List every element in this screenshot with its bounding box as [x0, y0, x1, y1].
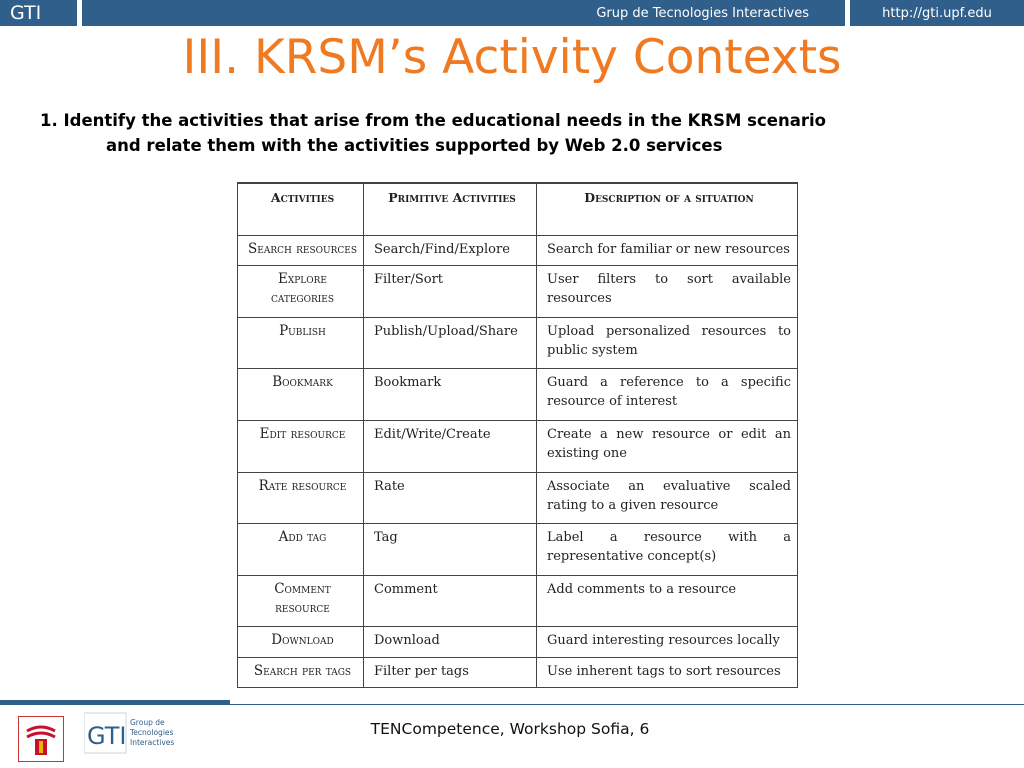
description-cell: Associate an evaluative scaled rating to a given resource — [537, 472, 798, 524]
header-description: Description of a situation — [537, 183, 798, 236]
primitive-cell: Filter/Sort — [364, 266, 537, 318]
primitive-cell: Comment — [364, 575, 537, 627]
description-cell: Use inherent tags to sort resources — [537, 657, 798, 687]
top-bar — [0, 0, 1024, 26]
slide-title: III. KRSM’s Activity Contexts — [182, 30, 842, 85]
gti-logo-sub1: Group de — [130, 718, 165, 727]
subtitle-line-2: and relate them with the activities supported by Web 2.0 services — [106, 136, 723, 155]
table-row — [238, 472, 798, 524]
primitive-cell: Filter per tags — [364, 657, 537, 687]
primitive-cell: Edit/Write/Create — [364, 421, 537, 473]
upf-logo-icon — [18, 716, 64, 762]
site-url[interactable]: http://gti.upf.edu — [850, 0, 1024, 26]
activity-cell: Publish — [238, 317, 364, 369]
table-row — [238, 524, 798, 576]
activity-cell: Add tag — [238, 524, 364, 576]
table-row — [238, 317, 798, 369]
footer-accent-bar — [0, 700, 230, 705]
gti-logo-sub2: Tecnologies — [130, 728, 174, 737]
description-cell: Guard interesting resources locally — [537, 627, 798, 657]
slide-subtitle — [40, 108, 1000, 158]
description-cell: Search for familiar or new resources — [537, 236, 798, 266]
activity-cell: Comment resource — [238, 575, 364, 627]
gti-logo-sub3: Interactives — [130, 738, 174, 747]
description-cell: Add comments to a resource — [537, 575, 798, 627]
header-activities: Activities — [238, 183, 364, 236]
footer-divider — [230, 704, 1024, 705]
description-cell: Create a new resource or edit an existing one — [537, 421, 798, 473]
gti-logo-text: GTI — [87, 722, 127, 750]
activity-cell: Download — [238, 627, 364, 657]
description-cell: Guard a reference to a specific resource of interest — [537, 369, 798, 421]
primitive-cell: Rate — [364, 472, 537, 524]
table-row — [238, 575, 798, 627]
description-cell: Label a resource with a representative concept(s) — [537, 524, 798, 576]
description-cell: Upload personalized resources to public system — [537, 317, 798, 369]
activity-cell: Bookmark — [238, 369, 364, 421]
table-row — [238, 369, 798, 421]
activities-table — [237, 182, 798, 688]
primitive-cell: Publish/Upload/Share — [364, 317, 537, 369]
table-row — [238, 236, 798, 266]
primitive-cell: Tag — [364, 524, 537, 576]
header-primitive-activities: Primitive Activities — [364, 183, 537, 236]
gti-logo — [84, 711, 174, 757]
table-row — [238, 627, 798, 657]
table-row — [238, 421, 798, 473]
primitive-cell: Search/Find/Explore — [364, 236, 537, 266]
activity-cell: Explore categories — [238, 266, 364, 318]
description-cell: User filters to sort available resources — [537, 266, 798, 318]
gti-tag: GTI — [0, 0, 77, 26]
table-row — [238, 266, 798, 318]
activity-cell: Search per tags — [238, 657, 364, 687]
primitive-cell: Bookmark — [364, 369, 537, 421]
footer-text: TENCompetence, Workshop Sofia, 6 — [370, 720, 650, 738]
group-name: Grup de Tecnologies Interactives — [82, 0, 845, 26]
table-header-row — [238, 183, 798, 236]
primitive-cell: Download — [364, 627, 537, 657]
activity-cell: Search resources — [238, 236, 364, 266]
table-row — [238, 657, 798, 687]
subtitle-line-1: 1. Identify the activities that arise from the educational needs in the KRSM scenario — [40, 111, 826, 130]
activity-cell: Rate resource — [238, 472, 364, 524]
activity-cell: Edit resource — [238, 421, 364, 473]
